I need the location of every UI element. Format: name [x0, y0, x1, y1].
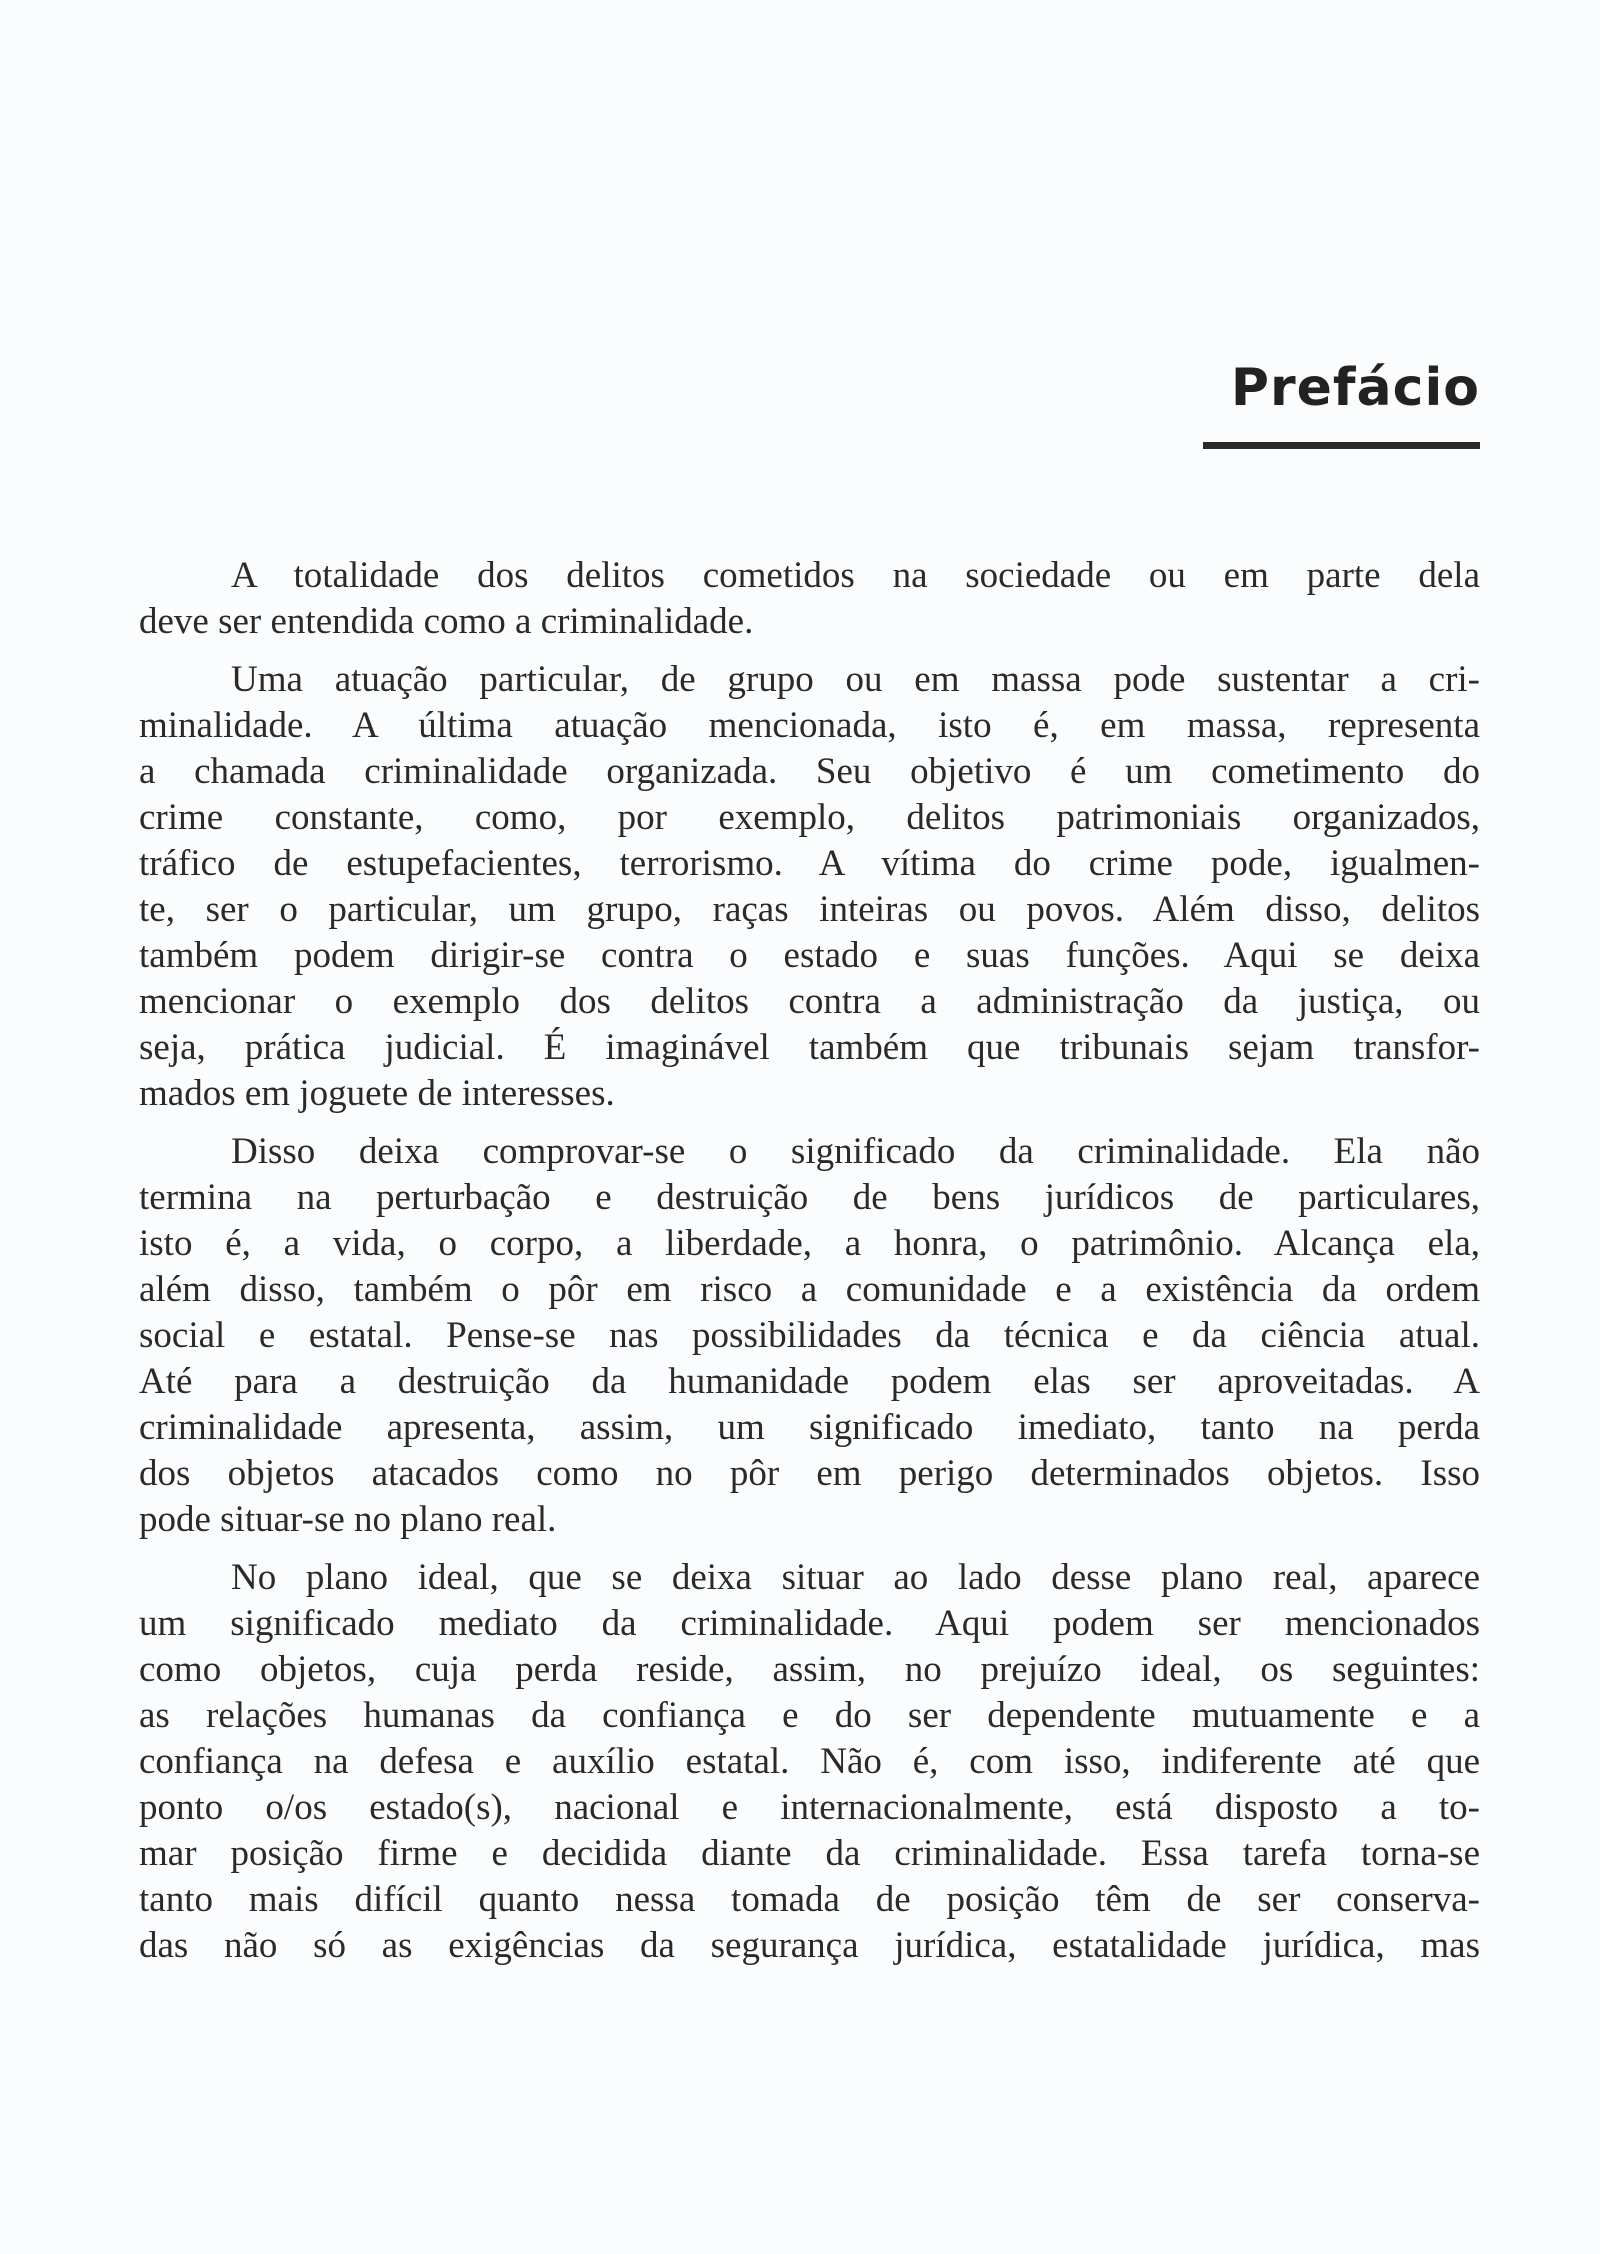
text-line: Uma atuação particular, de grupo ou em massa pode sustentar a cri- [231, 659, 1480, 700]
text-line: mar posição firme e decidida diante da criminalidade. Essa tarefa torna-se [139, 1833, 1480, 1874]
text-line: seja, prática judicial. É imaginável também que tribunais sejam transfor- [139, 1027, 1480, 1068]
paragraph [139, 553, 1480, 645]
text-line: dos objetos atacados como no pôr em perigo determinados objetos. Isso [139, 1453, 1480, 1494]
text-line: termina na perturbação e destruição de bens jurídicos de particulares, [139, 1177, 1480, 1218]
text-line: deve ser entendida como a criminalidade. [139, 601, 754, 642]
text-line: a chamada criminalidade organizada. Seu objetivo é um cometimento do [139, 751, 1480, 792]
text-line: Até para a destruição da humanidade podem elas ser aproveitadas. A [139, 1361, 1480, 1402]
text-line: das não só as exigências da segurança jurídica, estatalidade jurídica, mas [139, 1925, 1480, 1966]
text-line: tanto mais difícil quanto nessa tomada de posição têm de ser conserva- [139, 1879, 1480, 1920]
text-line: te, ser o particular, um grupo, raças inteiras ou povos. Além disso, delitos [139, 889, 1480, 930]
text-line: tráfico de estupefacientes, terrorismo. A vítima do crime pode, igualmen- [139, 843, 1480, 884]
text-line: minalidade. A última atuação mencionada, isto é, em massa, representa [139, 705, 1480, 746]
text-line: Disso deixa comprovar-se o significado da criminalidade. Ela não [231, 1131, 1480, 1172]
text-line: também podem dirigir-se contra o estado e suas funções. Aqui se deixa [139, 935, 1480, 976]
paragraph [139, 657, 1480, 1117]
text-line: No plano ideal, que se deixa situar ao lado desse plano real, aparece [231, 1557, 1480, 1598]
text-line: isto é, a vida, o corpo, a liberdade, a honra, o patrimônio. Alcança ela, [139, 1223, 1480, 1264]
text-line: mencionar o exemplo dos delitos contra a administração da justiça, ou [139, 981, 1480, 1022]
text-line: confiança na defesa e auxílio estatal. Não é, com isso, indiferente até que [139, 1741, 1480, 1782]
paragraph [139, 1129, 1480, 1543]
text-line: as relações humanas da confiança e do ser dependente mutuamente e a [139, 1695, 1480, 1736]
text-line: criminalidade apresenta, assim, um significado imediato, tanto na perda [139, 1407, 1480, 1448]
text-line: crime constante, como, por exemplo, delitos patrimoniais organizados, [139, 797, 1480, 838]
preface-body [139, 553, 1480, 1981]
text-line: ponto o/os estado(s), nacional e internacionalmente, está disposto a to- [139, 1787, 1480, 1828]
text-line: além disso, também o pôr em risco a comunidade e a existência da ordem [139, 1269, 1480, 1310]
text-line: social e estatal. Pense-se nas possibilidades da técnica e da ciência atual. [139, 1315, 1480, 1356]
text-line: como objetos, cuja perda reside, assim, no prejuízo ideal, os seguintes: [139, 1649, 1480, 1690]
text-line: um significado mediato da criminalidade. Aqui podem ser mencionados [139, 1603, 1480, 1644]
paragraph [139, 1555, 1480, 1969]
text-line: pode situar-se no plano real. [139, 1499, 557, 1540]
text-line: A totalidade dos delitos cometidos na sociedade ou em parte dela [231, 555, 1480, 596]
text-line: mados em joguete de interesses. [139, 1073, 615, 1114]
title-underline [1203, 442, 1480, 449]
chapter-title: Prefácio [1230, 358, 1480, 418]
